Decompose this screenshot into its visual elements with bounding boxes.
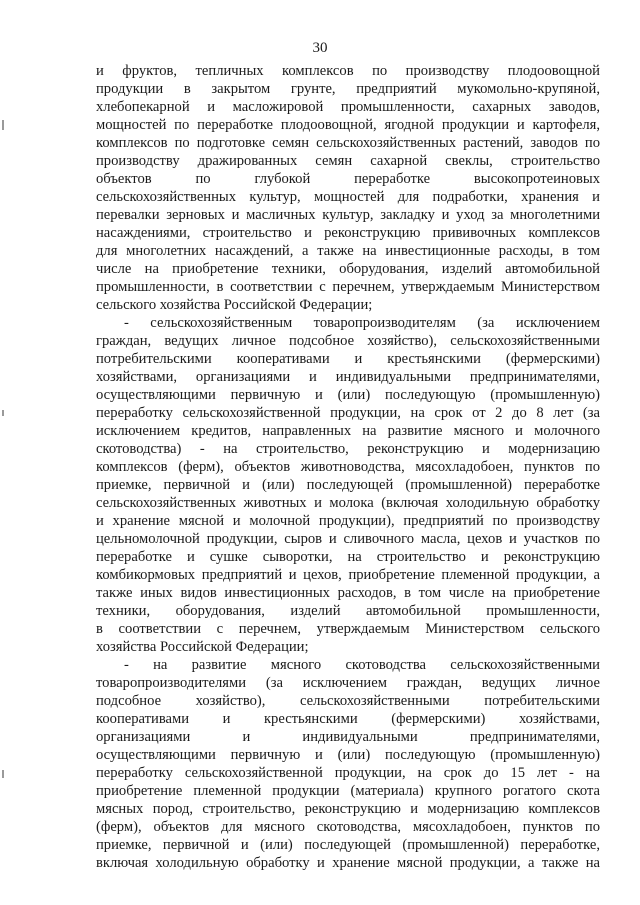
- body-text: [96, 62, 600, 872]
- text-line: цельномолочной продукции, сыров и сливочного масла, цехов и участков по: [96, 531, 600, 547]
- text-line: граждан, ведущих личное подсобное хозяйство), сельскохозяйственными: [96, 333, 600, 349]
- text-line: и фруктов, тепличных комплексов по производству плодоовощной: [96, 63, 600, 79]
- text-line: скотоводства) - на строительство, реконструкцию и модернизацию: [96, 441, 600, 457]
- text-line: хозяйствами, организациями и индивидуальными предпринимателями,: [96, 369, 600, 385]
- text-line: осуществляющими первичную и (или) последующую (промышленную): [96, 747, 600, 763]
- text-line: организациями и индивидуальными предпринимателями,: [96, 729, 600, 745]
- scan-margin-mark: [2, 120, 4, 130]
- text-line: для многолетних насаждений, а также на инвестиционные расходы, в том: [96, 243, 600, 259]
- text-line: сельского хозяйства Российской Федерации;: [96, 297, 373, 313]
- text-line: производству дражированных семян сахарной свеклы, строительство: [96, 153, 600, 169]
- text-line: промышленности, в соответствии с перечнем, утверждаемым Министерством: [96, 279, 600, 295]
- text-line: в соответствии с перечнем, утверждаемым Министерством сельского: [96, 621, 600, 637]
- text-line: потребительскими кооперативами и крестьянскими (фермерскими): [96, 351, 600, 367]
- text-line: числе на приобретение техники, оборудования, изделий автомобильной: [96, 261, 600, 277]
- text-line: переработке и сушке сыворотки, на строительство и реконструкцию: [96, 549, 600, 565]
- text-line: исключением кредитов, направленных на развитие мясного и молочного: [96, 423, 600, 439]
- text-line: объектов по глубокой переработке высокопротеиновых: [96, 171, 600, 187]
- text-line: переработку сельскохозяйственной продукции, на срок до 15 лет - на: [96, 765, 600, 781]
- text-line: (ферм), объектов для мясного скотоводства, мясохладобоен, пунктов по: [96, 819, 600, 835]
- page-number: 30: [312, 40, 328, 56]
- text-line: мясных пород, строительство, реконструкцию и модернизацию комплексов: [96, 801, 600, 817]
- scan-margin-mark: [2, 770, 4, 778]
- text-line: и хранение мясной и молочной продукции), предприятий по производству: [96, 513, 600, 529]
- text-line: приемке, первичной и (или) последующей (промышленной) переработке,: [96, 837, 600, 853]
- text-line: также иных видов инвестиционных расходов, в том числе на приобретение: [96, 585, 600, 601]
- scan-margin-mark: [2, 410, 4, 416]
- text-line: товаропроизводителями (за исключением граждан, ведущих личное: [96, 675, 600, 691]
- text-line: продукции в закрытом грунте, предприятий мукомольно-крупяной,: [96, 81, 600, 97]
- text-line: - сельскохозяйственным товаропроизводителям (за исключением: [124, 315, 600, 331]
- text-line: комплексов по подготовке семян сельскохозяйственных растений, заводов по: [96, 135, 600, 151]
- text-line: переработку сельскохозяйственной продукции, на срок от 2 до 8 лет (за: [96, 405, 600, 421]
- text-line: осуществляющими первичную и (или) последующую (промышленную): [96, 387, 600, 403]
- text-line: комплексов (ферм), объектов животноводства, мясохладобоен, пунктов по: [96, 459, 600, 475]
- text-line: сельскохозяйственных животных и молока (включая холодильную обработку: [96, 495, 600, 511]
- text-line: техники, оборудования, изделий автомобильной промышленности,: [96, 603, 600, 619]
- text-line: хлебопекарной и масложировой промышленности, сахарных заводов,: [96, 99, 600, 115]
- text-line: кооперативами и крестьянскими (фермерскими) хозяйствами,: [96, 711, 600, 727]
- text-line: перевалки зерновых и масличных культур, закладку и уход за многолетними: [96, 207, 600, 223]
- text-line: мощностей по переработке плодоовощной, ягодной продукции и картофеля,: [96, 117, 600, 133]
- text-line: включая холодильную обработку и хранение мясной продукции, а также на: [96, 855, 600, 871]
- text-line: - на развитие мясного скотоводства сельскохозяйственными: [124, 657, 600, 673]
- text-line: комбикормовых предприятий и цехов, приобретение племенной продукции, а: [96, 567, 600, 583]
- text-line: сельскохозяйственных культур, мощностей для подработки, хранения и: [96, 189, 600, 205]
- text-line: приемке, первичной и (или) последующей (промышленной) переработке: [96, 477, 600, 493]
- text-line: подсобное хозяйство), сельскохозяйственными потребительскими: [96, 693, 600, 709]
- text-line: хозяйства Российской Федерации;: [96, 639, 309, 655]
- text-line: приобретение племенной продукции (материала) крупного рогатого скота: [96, 783, 600, 799]
- text-line: насаждениями, строительство и реконструкцию прививочных комплексов: [96, 225, 600, 241]
